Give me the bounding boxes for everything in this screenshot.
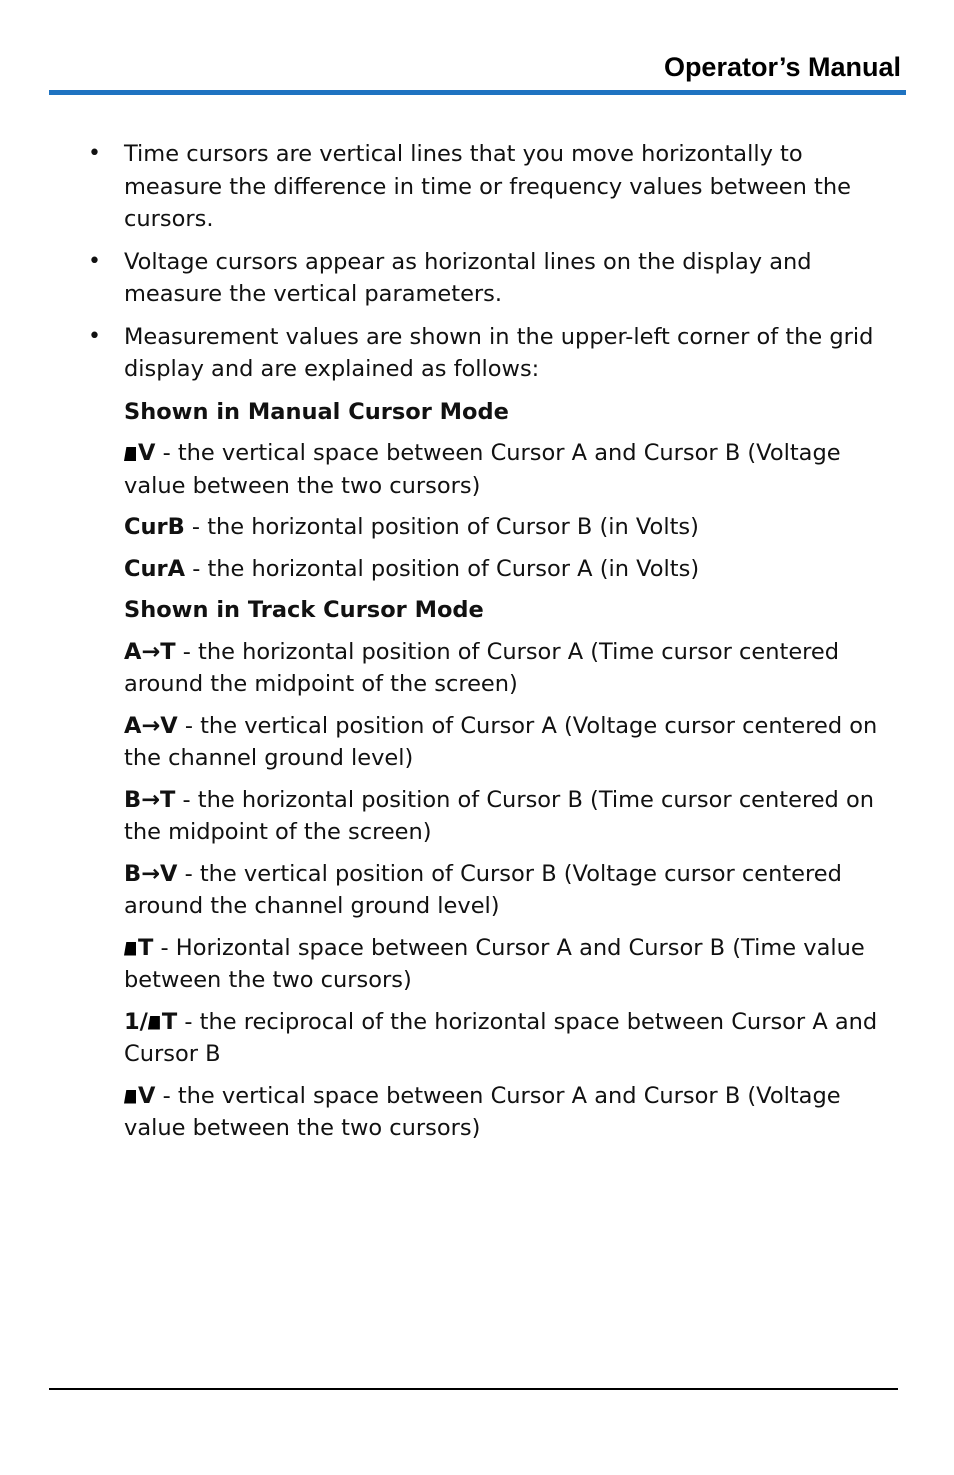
- definition-term: B→V: [124, 860, 178, 887]
- definition-term: V: [138, 440, 156, 466]
- definition-desc: - the reciprocal of the horizontal space between Cursor A and Cursor B: [124, 1008, 878, 1067]
- bullet-text: Voltage cursors appear as horizontal lines on the display and measure the vertical parameters.: [124, 248, 812, 307]
- definition-desc: - the vertical space between Cursor A and Cursor B (Voltage value between the two cursors): [124, 1082, 841, 1141]
- definition-desc: - the horizontal position of Cursor B (in Volts): [184, 514, 699, 540]
- definition-desc: - the vertical position of Cursor B (Voltage cursor centered around the channel ground level): [124, 860, 842, 919]
- delta-icon: [124, 447, 136, 461]
- bullet-item: [0, 138, 884, 236]
- header-rule: [49, 90, 906, 95]
- bullet-dot-icon: •: [88, 141, 101, 166]
- bullet-text: Measurement values are shown in the upper-left corner of the grid display and are explained as follows:: [124, 323, 874, 382]
- definition-item: [0, 553, 899, 586]
- definition-item: [0, 710, 899, 775]
- definition-term: T: [138, 934, 154, 961]
- bullet-item: [0, 321, 884, 386]
- delta-icon: [148, 1016, 160, 1030]
- bullet-dot-icon: •: [88, 323, 101, 349]
- definition-desc: - the vertical position of Cursor A (Voltage cursor centered on the channel ground level): [124, 712, 878, 771]
- definition-term-suffix: T: [161, 1008, 178, 1035]
- delta-icon: [124, 1090, 136, 1104]
- manual-mode-heading: Shown in Manual Cursor Mode: [124, 398, 509, 425]
- definition-item: [0, 1006, 899, 1071]
- bullet-item: [0, 246, 884, 311]
- definition-item: [0, 1080, 899, 1145]
- definition-item: [0, 437, 899, 502]
- definition-item: [0, 932, 899, 997]
- definition-term: CurA: [124, 555, 186, 582]
- footer-rule: [49, 1388, 898, 1390]
- definition-item: [0, 784, 899, 849]
- definition-term: CurB: [124, 514, 185, 540]
- definition-item: [0, 636, 899, 701]
- bullet-dot-icon: •: [88, 248, 101, 274]
- bullet-text: Time cursors are vertical lines that you move horizontally to measure the difference in time or frequency values between the cursors.: [124, 141, 851, 232]
- definition-term: A→V: [124, 712, 178, 739]
- definition-desc: - the horizontal position of Cursor B (Time cursor centered on the midpoint of the screen): [124, 786, 875, 845]
- definition-term: V: [138, 1082, 156, 1109]
- page-header-title: Operator’s Manual: [663, 52, 901, 82]
- definition-desc: - the horizontal position of Cursor A (in Volts): [185, 555, 700, 582]
- definition-desc: - Horizontal space between Cursor A and Cursor B (Time value between the two cursors): [124, 934, 865, 993]
- definition-term: B→T: [124, 786, 176, 813]
- delta-icon: [124, 942, 136, 956]
- track-mode-heading: Shown in Track Cursor Mode: [124, 597, 484, 623]
- definition-item: [0, 511, 899, 544]
- page-content: [0, 138, 954, 1154]
- definition-desc: - the vertical space between Cursor A and Cursor B (Voltage value between the two cursors): [124, 440, 841, 499]
- definition-desc: - the horizontal position of Cursor A (Time cursor centered around the midpoint of the screen): [124, 638, 840, 697]
- definition-term: 1/: [124, 1008, 148, 1035]
- definition-item: [0, 858, 899, 923]
- definition-term: A→T: [124, 638, 176, 665]
